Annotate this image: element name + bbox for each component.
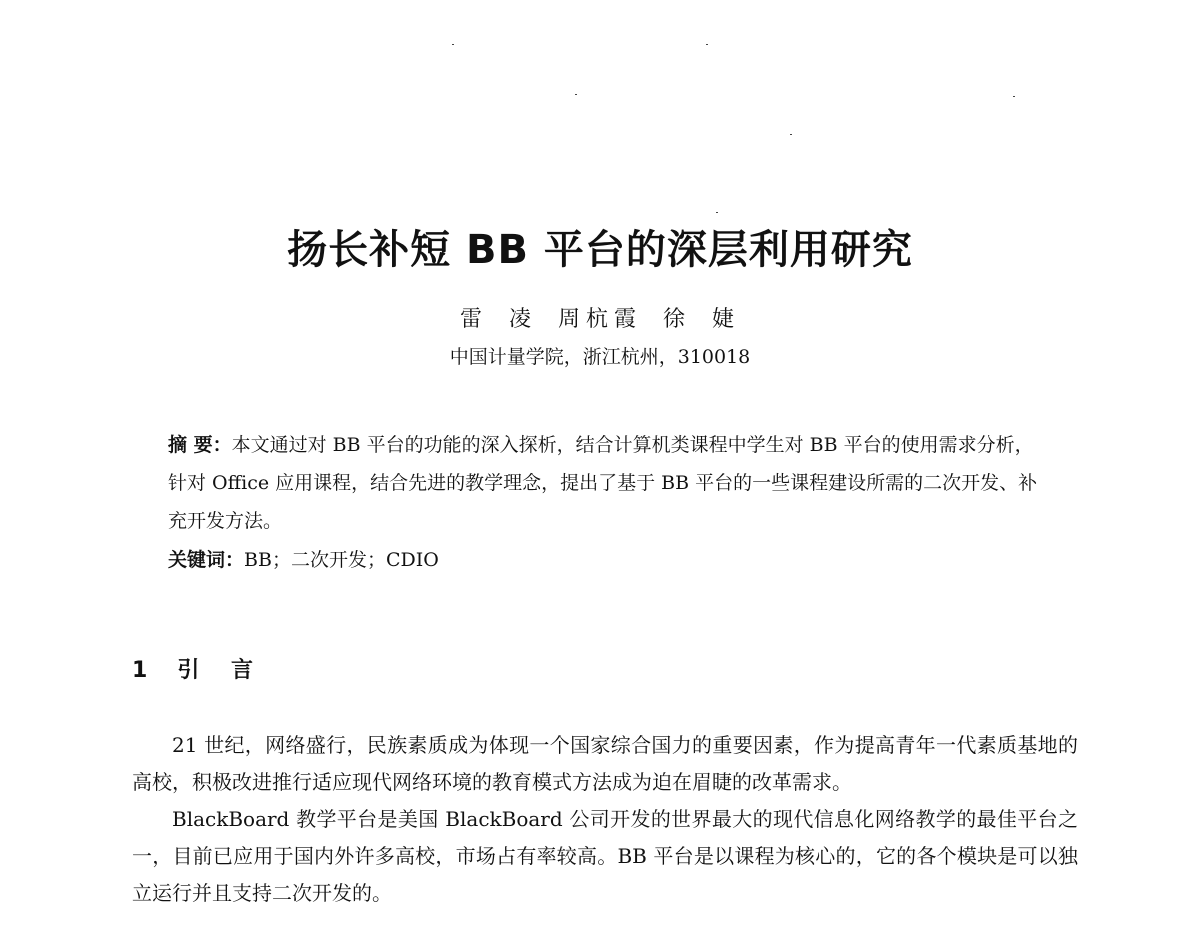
section-title: 引 言 [177, 658, 265, 683]
scan-speck [575, 94, 577, 95]
affiliation: 中国计量学院，浙江杭州，310018 [449, 346, 751, 368]
author-list: 雷 凌 周杭霞 徐 婕 [460, 307, 740, 332]
paper-title: 扬长补短 BB 平台的深层利用研究 [287, 227, 913, 273]
abstract-text: 本文通过对 BB 平台的功能的深入探析，结合计算机类课程中学生对 BB 平台的使用需求分析，针对 Office 应用课程，结合先进的教学理念，提出了基于 BB 平台的一些课程建设所需的二次开发、补充开发方法。 [168, 434, 1038, 532]
scan-speck [1013, 96, 1015, 97]
scan-speck [716, 212, 718, 213]
body-text [132, 727, 1078, 912]
abstract [168, 426, 1038, 540]
keywords [168, 541, 1038, 579]
keywords-text: BB；二次开发；CDIO [244, 549, 439, 571]
keywords-label: 关键词： [168, 549, 245, 571]
scan-speck [452, 44, 454, 45]
paragraph: BlackBoard 教学平台是美国 BlackBoard 公司开发的世界最大的现代信息化网络教学的最佳平台之一，目前已应用于国内外许多高校，市场占有率较高。BB 平台是以课程为核心的，它的各个模块是可以独立运行并且支持二次开发的。 [132, 807, 1078, 905]
paragraph: 21 世纪，网络盛行，民族素质成为体现一个国家综合国力的重要因素，作为提高青年一代素质基地的高校，积极改进推行适应现代网络环境的教育模式方法成为迫在眉睫的改革需求。 [132, 733, 1078, 794]
section-heading [132, 654, 265, 688]
section-number: 1 [132, 658, 160, 683]
abstract-label: 摘 要： [168, 434, 232, 456]
scan-speck [790, 134, 792, 135]
scan-speck [706, 44, 708, 45]
